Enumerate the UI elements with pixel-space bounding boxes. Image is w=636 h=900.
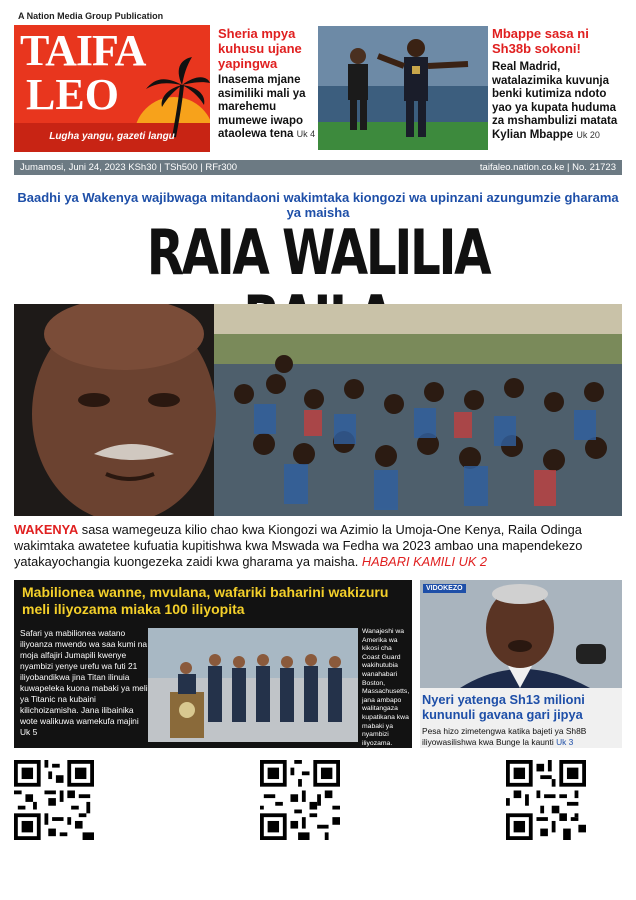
coast-guard-photo[interactable] <box>148 628 358 742</box>
main-story-subhead: Baadhi ya Wakenya wajibwaga mitandaoni wakimtaka kiongozi wa upinzani azungumzie gharama ya maisha <box>17 190 619 220</box>
website-issue-number[interactable]: taifaleo.nation.co.ke | No. 21723 <box>479 162 616 173</box>
logo-tagline: Lugha yangu, gazeti langu <box>49 131 175 142</box>
photo-caption: Wanajeshi wa Amerika wa kikosi cha Coast Guard wakihutubia wanahabari Boston, Massachusetts, jana ambapo walitangaza kupatikana kwa mabaki ya nyambizi iliyozama. Picha/AFP <box>362 628 410 756</box>
governor-portrait-illustration <box>420 580 622 688</box>
teaser-body: Real Madrid, watalazimika kuvunja benki kutimiza ndoto yao ya kupata huduma za mshambulizi matata Kylian Mbappe Uk 20 <box>492 61 618 141</box>
qr-code-right[interactable] <box>506 760 586 840</box>
qr-code-left[interactable] <box>14 760 94 840</box>
dateline-bar <box>14 160 622 175</box>
issue-date-price: Jumamosi, Juni 24, 2023 KSh30 | TSh500 | RFr300 <box>20 162 238 173</box>
titan-page-ref: Uk 5 <box>20 727 38 737</box>
qr-code-center[interactable] <box>260 760 340 840</box>
raila-crowd-photo[interactable] <box>14 304 622 516</box>
titan-story-box[interactable] <box>14 580 412 756</box>
lead-text: sasa wamegeuza kilio chao kwa Kiongozi wa Azimio la Umoja-One Kenya, Raila Odinga wakimtaka awatetee kufuatia kupitishwa kwa Mswada wa Fedha wa 2023 ambao una mapendekezo yatakayochangia kuongezeka zaidi kwa gharama ya maisha. <box>14 522 583 569</box>
nyeri-story-box[interactable] <box>420 580 622 748</box>
nyeri-page-ref: Uk 3 <box>556 736 574 747</box>
teaser-headline: Sheria mpya kuhusu ujane yapingwa <box>218 26 302 71</box>
publisher-line: A Nation Media Group Publication <box>18 11 164 21</box>
raila-and-crowd-illustration <box>14 304 622 516</box>
teaser-headline: Mbappe sasa ni Sh38b sokoni! <box>492 26 589 56</box>
teaser-mbappe[interactable] <box>492 26 624 142</box>
teaser-body: Inasema mjane asimiliki mali ya marehemu mumewe iwapo ataolewa tena Uk 4 <box>218 74 316 140</box>
logo-word-taifa: TAIFA <box>20 26 146 75</box>
teaser-page-ref: Uk 4 <box>296 129 316 139</box>
nyeri-headline: Nyeri yatenga Sh13 milioni kununuli gavana gari jipya <box>422 692 585 722</box>
main-headline[interactable]: RAIA WALILIA <box>146 216 490 289</box>
lead-kicker: WAKENYA <box>14 522 79 537</box>
continue-reading-link[interactable]: HABARI KAMILI UK 2 <box>361 554 488 569</box>
main-story-lead <box>14 522 622 570</box>
teaser-widow-law[interactable] <box>218 26 318 142</box>
mbappe-photo[interactable] <box>318 26 488 150</box>
taifa-leo-logo[interactable] <box>14 25 210 152</box>
governor-photo[interactable] <box>420 580 622 688</box>
nyeri-body: Pesa hizo zimetengwa katika bajeti ya Sh8B iliyowasilishwa kwa Bunge la kaunti Uk 3 <box>422 726 587 747</box>
coast-guard-press-illustration <box>148 628 358 742</box>
titan-body: Safari ya mabilionea watano iliyoanza mwendo wa saa kumi na moja alfajiri Jumapili kwenye nyambizi yenye urefu wa futi 21 iliyobandikwa jina Titan ilinuia kuwapeleka kuona mabaki ya meli ya Titanic na kubaini kilichoizamisha. Jana ilibainika wote walikuwa wamekufa majini Uk 5 <box>20 628 148 737</box>
football-players-illustration <box>318 26 488 150</box>
teaser-page-ref: Uk 20 <box>576 129 600 140</box>
logo-word-leo: LEO <box>26 70 119 119</box>
titan-headline: Mabilionea wanne, mvulana, wafariki baharini wakizuru meli iliyozama miaka 100 iliyopita <box>22 584 389 617</box>
vidokezo-tag: VIDOKEZO <box>423 584 466 593</box>
